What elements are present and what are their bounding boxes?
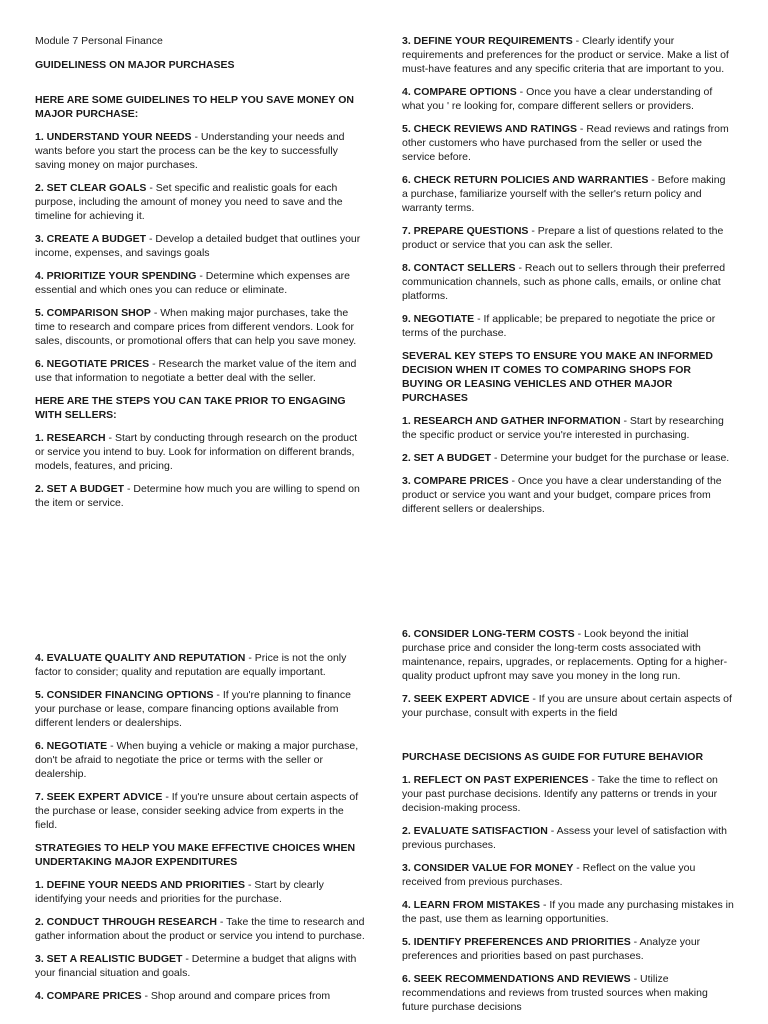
list-item: 5. CHECK REVIEWS AND RATINGS - Read reviews and ratings from other customers who have purchased from the seller or used the service before.	[402, 123, 729, 163]
list-item: 9. NEGOTIATE - If applicable; be prepared to negotiate the price or terms of the purchase.	[402, 313, 716, 339]
list-item: 1. RESEARCH AND GATHER INFORMATION - Start by researching the specific product or service you're interested in purchasing.	[402, 415, 724, 441]
list-item: 7. PREPARE QUESTIONS - Prepare a list of questions related to the product or service that you can ask the seller.	[402, 225, 724, 251]
list-item: 4. EVALUATE QUALITY AND REPUTATION - Price is not the only factor to consider; quality and reputation are equally important.	[35, 652, 347, 678]
list-item: 8. CONTACT SELLERS - Reach out to sellers through their preferred communication channels, such as phone calls, emails, or online chat platforms.	[402, 262, 726, 302]
list-item: 5. COMPARISON SHOP - When making major purchases, take the time to research and compare prices from different vendors. Look for sales, discounts, or promotional offers that can help you save money.	[35, 307, 357, 347]
section-heading-prior-steps: HERE ARE THE STEPS YOU CAN TAKE PRIOR TO ENGAGING WITH SELLERS:	[35, 395, 346, 421]
page1-right-column	[402, 34, 734, 525]
list-item: 4. PRIORITIZE YOUR SPENDING - Determine which expenses are essential and which ones you can reduce or eliminate.	[35, 270, 350, 296]
list-item: 6. NEGOTIATE PRICES - Research the market value of the item and use that information to negotiate a better deal with the seller.	[35, 358, 357, 384]
list-item: 5. IDENTIFY PREFERENCES AND PRIORITIES - Analyze your preferences and priorities based on past purchases.	[402, 936, 701, 962]
page2-left-column	[35, 651, 367, 1012]
section-heading-effective-choices: STRATEGIES TO HELP YOU MAKE EFFECTIVE CHOICES WHEN UNDERTAKING MAJOR EXPENDITURES	[35, 842, 356, 868]
list-item: 4. LEARN FROM MISTAKES - If you made any purchasing mistakes in the past, use them as learning opportunities.	[402, 899, 734, 925]
list-item: 5. CONSIDER FINANCING OPTIONS - If you're planning to finance your purchase or lease, compare financing options available from different lenders or dealerships.	[35, 689, 351, 729]
page2-right-column	[402, 627, 734, 1023]
list-item: 3. CONSIDER VALUE FOR MONEY - Reflect on the value you received from previous purchases.	[402, 862, 696, 888]
module-label: Module 7 Personal Finance	[35, 35, 163, 47]
list-item: 4. COMPARE OPTIONS - Once you have a clear understanding of what you ' re looking for, compare different sellers or providers.	[402, 86, 713, 112]
list-item: 3. COMPARE PRICES - Once you have a clear understanding of the product or service you want and your budget, compare prices from different sellers or dealerships.	[402, 475, 722, 515]
list-item: 1. REFLECT ON PAST EXPERIENCES - Take the time to reflect on your past purchase decisions. Identify any patterns or trends in your decision-making process.	[402, 774, 718, 814]
list-item: 1. DEFINE YOUR NEEDS AND PRIORITIES - Start by clearly identifying your needs and priorities for the purchase.	[35, 879, 324, 905]
list-item: 3. SET A REALISTIC BUDGET - Determine a budget that aligns with your financial situation and goals.	[35, 953, 357, 979]
doc-title: GUIDELINESS ON MAJOR PURCHASES	[35, 59, 235, 71]
page1-left-column	[35, 34, 367, 519]
list-item: 2. SET A BUDGET - Determine how much you are willing to spend on the item or service.	[35, 483, 360, 509]
list-item: 6. NEGOTIATE - When buying a vehicle or making a major purchase, don't be afraid to negotiate the price or terms with the seller or dealership.	[35, 740, 359, 780]
list-item: 2. EVALUATE SATISFACTION - Assess your level of satisfaction with previous purchases.	[402, 825, 727, 851]
list-item: 6. CHECK RETURN POLICIES AND WARRANTIES - Before making a purchase, familiarize yourself with the seller's return policy and warranty terms.	[402, 174, 726, 214]
list-item: 1. UNDERSTAND YOUR NEEDS - Understanding your needs and wants before you start the process can be the key to successfully saving money on major purchases.	[35, 131, 345, 171]
list-item: 2. CONDUCT THROUGH RESEARCH - Take the time to research and gather information about the product or service you intend to purchase.	[35, 916, 365, 942]
list-item: 7. SEEK EXPERT ADVICE - If you're unsure about certain aspects of the purchase or lease, consider seeking advice from experts in the field.	[35, 791, 359, 831]
section-heading-key-steps: SEVERAL KEY STEPS TO ENSURE YOU MAKE AN INFORMED DECISION WHEN IT COMES TO COMPARING SHOPS FOR BUYING OR LEASING VEHICLES AND OTHER MAJOR PURCHASES	[402, 350, 713, 404]
list-item: 7. SEEK EXPERT ADVICE - If you are unsure about certain aspects of your purchase, consult with experts in the field	[402, 693, 732, 719]
list-item: 2. SET CLEAR GOALS - Set specific and realistic goals for each purpose, including the amount of money you need to save and the timeline for achieving it.	[35, 182, 343, 222]
list-item: 1. RESEARCH - Start by conducting through research on the product or service you intend to buy. Look for information on different brands, models, features, and pricing.	[35, 432, 358, 472]
list-item: 3. CREATE A BUDGET - Develop a detailed budget that outlines your income, expenses, and savings goals	[35, 233, 361, 259]
list-item: 6. SEEK RECOMMENDATIONS AND REVIEWS - Utilize recommendations and reviews from trusted sources when making future purchase decisions	[402, 973, 708, 1013]
section-heading-future-behavior: PURCHASE DECISIONS AS GUIDE FOR FUTURE BEHAVIOR	[402, 751, 704, 763]
list-item: 4. COMPARE PRICES - Shop around and compare prices from	[35, 990, 331, 1002]
section-heading-save-money: HERE ARE SOME GUIDELINES TO HELP YOU SAVE MONEY ON MAJOR PURCHASE:	[35, 94, 354, 120]
list-item: 6. CONSIDER LONG-TERM COSTS - Look beyond the initial purchase price and consider the long-term costs associated with maintenance, repairs, upgrades, or replacements. Opting for a higher-quality product upfront may save you money in the long run.	[402, 628, 728, 682]
list-item: 3. DEFINE YOUR REQUIREMENTS - Clearly identify your requirements and preferences for the product or service. Make a list of must-have features and any specific criteria that are important to you.	[402, 35, 729, 75]
list-item: 2. SET A BUDGET - Determine your budget for the purchase or lease.	[402, 452, 730, 464]
